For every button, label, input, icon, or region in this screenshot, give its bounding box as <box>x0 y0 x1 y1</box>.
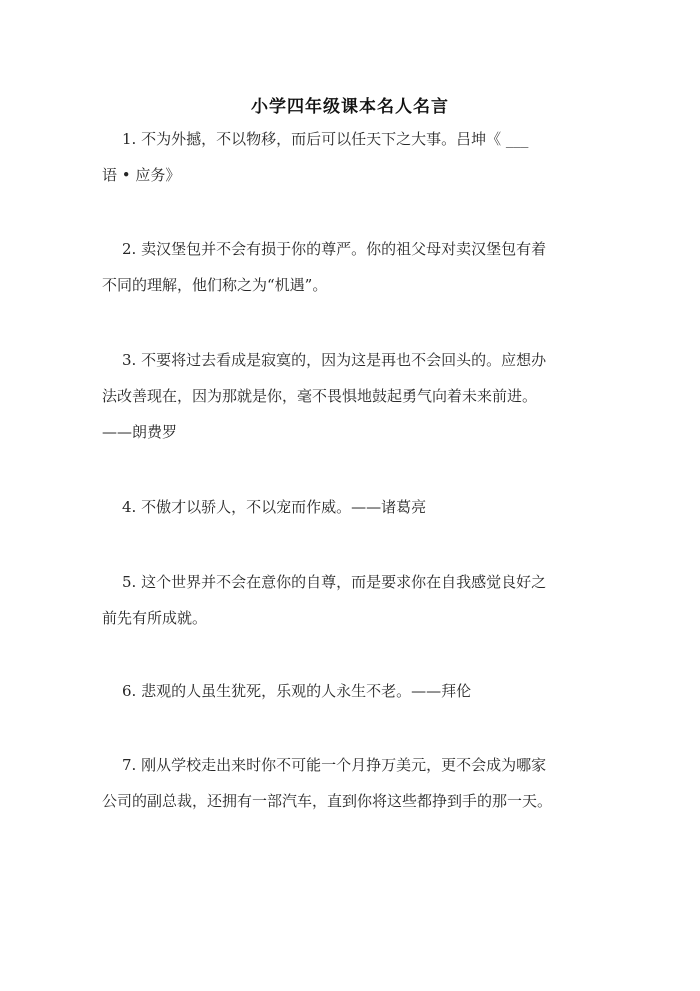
quote-4 <box>102 489 602 525</box>
quote-2-line-2: 不同的理解，他们称之为“机遇”。 <box>102 276 328 294</box>
quote-4-line-1: 4. 不傲才以骄人，不以宠而作威。——诸葛亮 <box>122 498 427 516</box>
quote-7-line-1: 7. 刚从学校走出来时你不可能一个月挣万美元，更不会成为哪家 <box>122 756 547 774</box>
quote-6 <box>102 673 602 709</box>
quote-5-line-1: 5. 这个世界并不会在意你的自尊，而是要求你在自我感觉良好之 <box>122 573 547 591</box>
quote-1-line-1: 1. 不为外撼，不以物移，而后可以任天下之大事。吕坤《 ___ <box>122 130 529 148</box>
quote-2-line-1: 2. 卖汉堡包并不会有损于你的尊严。你的祖父母对卖汉堡包有着 <box>122 240 547 258</box>
quote-3-line-2: 法改善现在，因为那就是你，毫不畏惧地鼓起勇气向着未来前进。 <box>102 387 538 405</box>
quote-3 <box>102 342 602 450</box>
quote-3-line-1: 3. 不要将过去看成是寂寞的，因为这是再也不会回头的。应想办 <box>122 351 547 369</box>
quote-7-line-2: 公司的副总裁，还拥有一部汽车，直到你将这些都挣到手的那一天。 <box>102 792 553 810</box>
quote-1-line-2: 语 • 应务》 <box>102 166 181 184</box>
quote-5-line-2: 前先有所成就。 <box>102 609 208 627</box>
quote-1 <box>102 121 602 193</box>
quote-5 <box>102 564 602 636</box>
quote-3-line-3: ——朗费罗 <box>102 423 178 441</box>
quote-2 <box>102 231 602 303</box>
document-title: 小学四年级课本名人名言 <box>251 97 449 117</box>
quote-6-line-1: 6. 悲观的人虽生犹死，乐观的人永生不老。——拜伦 <box>122 682 472 700</box>
quote-7 <box>102 747 602 819</box>
